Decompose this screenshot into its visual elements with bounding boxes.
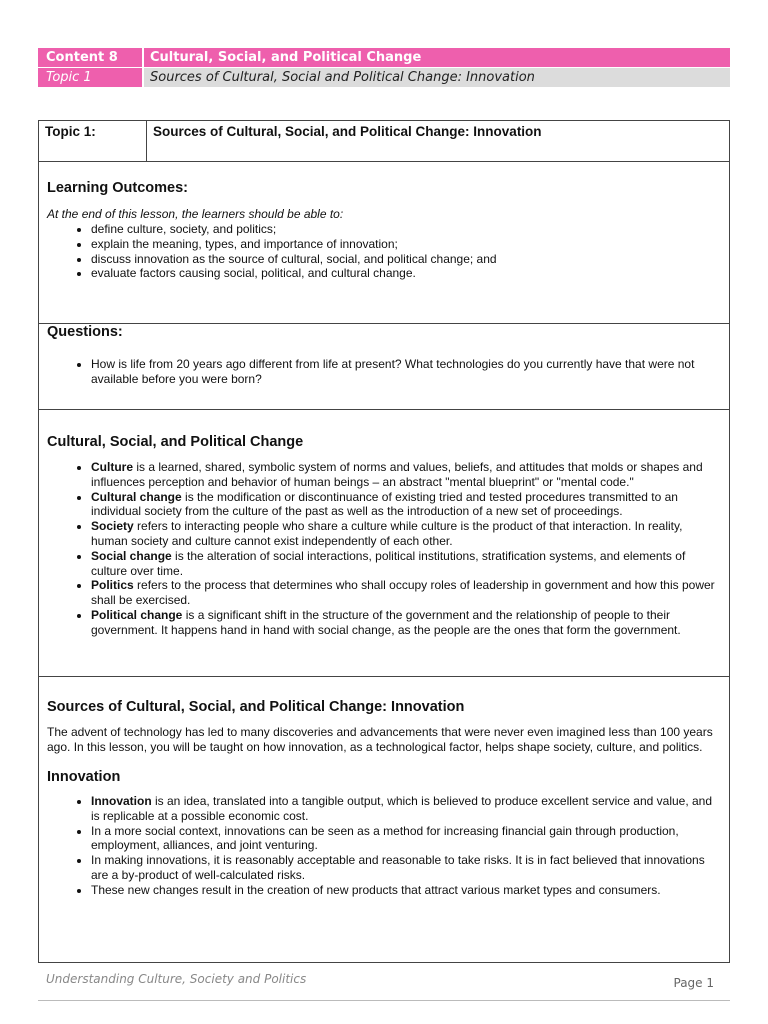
- term: Innovation: [91, 794, 152, 808]
- list-item: • discuss innovation as the source of cultural, social, and political change; and: [91, 252, 721, 267]
- term: Culture: [91, 460, 133, 474]
- list-item: [91, 794, 721, 824]
- header-content-title: Cultural, Social, and Political Change: [142, 48, 730, 67]
- list-item: • explain the meaning, types, and importance of innovation;: [91, 237, 721, 252]
- csp-list: [47, 460, 721, 638]
- csp-heading: Cultural, Social, and Political Change: [47, 434, 304, 450]
- list-item: [91, 490, 721, 520]
- list-item: [91, 519, 721, 549]
- list-item: • How is life from 20 years ago different from life at present? What technologies do you currently have that were not available before you were born?: [91, 357, 721, 387]
- topic-label: Topic 1:: [39, 121, 147, 161]
- header-row-topic: [38, 68, 730, 87]
- learning-list: [47, 222, 721, 281]
- list-item: [91, 460, 721, 490]
- topic-row: [38, 120, 730, 162]
- list-item: • evaluate factors causing social, political, and cultural change.: [91, 266, 721, 281]
- learning-intro: At the end of this lesson, the learners should be able to:: [47, 207, 344, 221]
- definition: These new changes result in the creation of new products that attract various market types and consumers.: [91, 882, 661, 897]
- definition: is a learned, shared, symbolic system of norms and values, beliefs, and attitudes that molds or shapes and influences perception and behavior of human beings – an abstract "mental blueprint" or "mental code.": [91, 460, 703, 489]
- innovation-list: [47, 794, 721, 898]
- learning-outcomes-heading: Learning Outcomes:: [47, 180, 188, 196]
- header-topic-title: Sources of Cultural, Social and Political Change: Innovation: [142, 68, 730, 87]
- definition: is the modification or discontinuance of existing tried and tested procedures transmitted to an individual society from the culture of the past as well as the introduction of a new set of proceedings.: [91, 489, 678, 519]
- term: Politics: [91, 578, 134, 593]
- term: Society: [91, 519, 134, 534]
- list-item: [91, 883, 721, 898]
- term: Political change: [91, 607, 183, 622]
- topic-title: Sources of Cultural, Social, and Political Change: Innovation: [153, 124, 542, 139]
- csp-section: [38, 410, 730, 677]
- list-item: [91, 608, 721, 638]
- definition: In a more social context, innovations can be seen as a method for increasing financial gain through production, employment, alliances, and joint venturing.: [91, 823, 679, 853]
- term: Cultural change: [91, 489, 182, 504]
- questions-list: [47, 357, 721, 387]
- definition: In making innovations, it is reasonably acceptable and reasonable to take risks. It is in fact believed that innovations are a by-product of well-calculated risks.: [91, 853, 705, 882]
- learning-outcomes-section: [38, 161, 730, 324]
- sources-heading: Sources of Cultural, Social, and Political Change: Innovation: [47, 699, 465, 715]
- header-topic-label: Topic 1: [38, 68, 142, 87]
- list-item: [91, 549, 721, 579]
- innovation-heading: Innovation: [47, 769, 121, 785]
- list-item: • define culture, society, and politics;: [91, 222, 721, 237]
- list-item: [91, 824, 721, 854]
- page-number: Page 1: [673, 976, 714, 990]
- questions-heading: Questions:: [47, 324, 123, 340]
- definition: refers to the process that determines who shall occupy roles of leadership in government and how this power shall be exercised.: [91, 578, 715, 608]
- footer-divider: [38, 1000, 730, 1001]
- definition: is a significant shift in the structure of the government and the relationship of people to their government. It happens hand in hand with social change, as the people are the ones that form the government.: [91, 607, 681, 637]
- header-row-content: [38, 48, 730, 67]
- definition: refers to interacting people who share a culture while culture is the product of that interaction. In reality, human society and culture cannot exist independently of each other.: [91, 519, 683, 548]
- header-content-label: Content 8: [46, 50, 118, 65]
- term: Social change: [91, 548, 172, 563]
- definition: is an idea, translated into a tangible output, which is believed to produce excellent service and value, and is replicable at a possible economic cost.: [91, 794, 713, 823]
- sources-section: [38, 677, 730, 963]
- footer-title: Understanding Culture, Society and Politics: [46, 972, 307, 986]
- sources-paragraph: The advent of technology has led to many discoveries and advancements that were never even imagined less than 100 years ago. In this lesson, you will be taught on how innovation, as a technological factor, helps shape society, culture, and politics.: [47, 725, 713, 754]
- list-item: [91, 853, 721, 883]
- questions-section: [38, 324, 730, 410]
- definition: is the alteration of social interactions, political institutions, stratification systems, and elements of culture over time.: [91, 548, 686, 578]
- list-item: [91, 578, 721, 608]
